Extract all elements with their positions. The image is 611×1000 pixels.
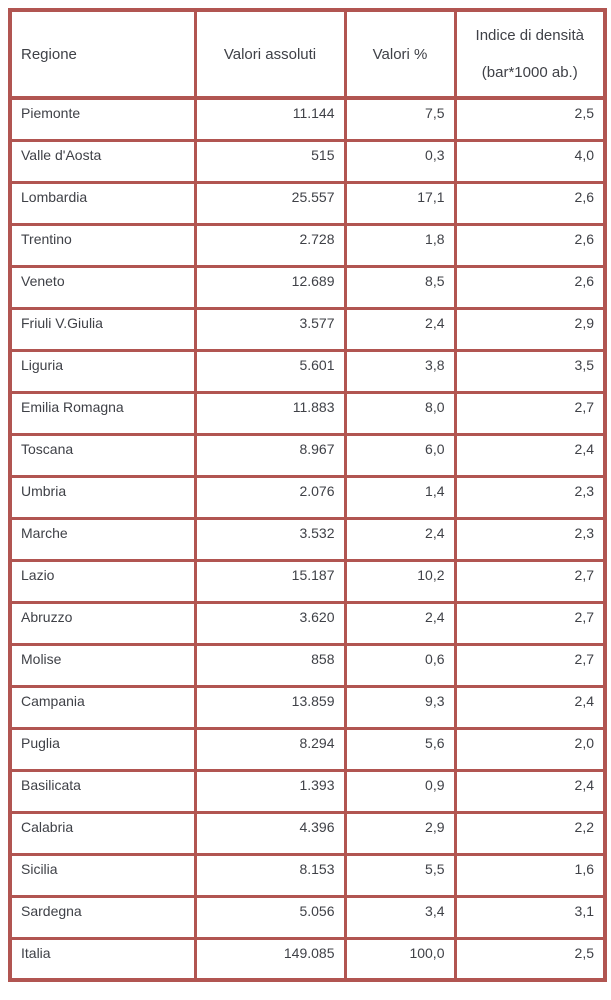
cell-regione: Friuli V.Giulia (10, 308, 195, 350)
cell-indice-densita: 2,7 (455, 560, 605, 602)
cell-regione: Umbria (10, 476, 195, 518)
table-row (10, 854, 605, 896)
cell-regione: Molise (10, 644, 195, 686)
table-row (10, 896, 605, 938)
cell-indice-densita: 4,0 (455, 140, 605, 182)
cell-valori-assoluti: 8.294 (195, 728, 345, 770)
cell-regione: Marche (10, 518, 195, 560)
cell-regione: Trentino (10, 224, 195, 266)
regions-bar-density-table (8, 8, 607, 982)
cell-valori-pct: 1,4 (345, 476, 455, 518)
cell-regione: Campania (10, 686, 195, 728)
cell-indice-densita: 3,5 (455, 350, 605, 392)
cell-indice-densita: 1,6 (455, 854, 605, 896)
cell-valori-assoluti: 5.056 (195, 896, 345, 938)
cell-valori-pct: 17,1 (345, 182, 455, 224)
cell-indice-densita: 2,4 (455, 770, 605, 812)
table-row (10, 392, 605, 434)
cell-valori-assoluti: 25.557 (195, 182, 345, 224)
cell-valori-assoluti: 12.689 (195, 266, 345, 308)
cell-regione: Lazio (10, 560, 195, 602)
cell-valori-pct: 9,3 (345, 686, 455, 728)
cell-valori-assoluti: 8.153 (195, 854, 345, 896)
cell-valori-pct: 0,9 (345, 770, 455, 812)
header-valori-pct: Valori % (345, 10, 455, 98)
cell-valori-pct: 3,4 (345, 896, 455, 938)
table-row (10, 518, 605, 560)
document-page (8, 8, 607, 982)
cell-regione: Lombardia (10, 182, 195, 224)
cell-indice-densita: 2,5 (455, 98, 605, 140)
table-row (10, 560, 605, 602)
cell-indice-densita: 2,0 (455, 728, 605, 770)
cell-valori-assoluti: 11.883 (195, 392, 345, 434)
cell-indice-densita: 2,6 (455, 266, 605, 308)
cell-valori-assoluti: 2.728 (195, 224, 345, 266)
table-row (10, 476, 605, 518)
cell-indice-densita: 2,3 (455, 476, 605, 518)
cell-regione: Toscana (10, 434, 195, 476)
cell-indice-densita: 2,4 (455, 434, 605, 476)
cell-regione: Abruzzo (10, 602, 195, 644)
table-row (10, 728, 605, 770)
cell-valori-pct: 0,6 (345, 644, 455, 686)
cell-regione: Sardegna (10, 896, 195, 938)
cell-valori-pct: 8,0 (345, 392, 455, 434)
table-body (10, 98, 605, 980)
header-indice-densita-line2: (bar*1000 ab.) (481, 64, 578, 81)
table-row (10, 812, 605, 854)
cell-valori-assoluti: 149.085 (195, 938, 345, 980)
cell-regione: Basilicata (10, 770, 195, 812)
cell-regione: Emilia Romagna (10, 392, 195, 434)
cell-indice-densita: 2,7 (455, 644, 605, 686)
table-header (10, 10, 605, 98)
cell-indice-densita: 2,7 (455, 602, 605, 644)
cell-regione: Valle d'Aosta (10, 140, 195, 182)
header-valori-assoluti: Valori assoluti (195, 10, 345, 98)
table-row (10, 98, 605, 140)
cell-valori-pct: 2,4 (345, 602, 455, 644)
table-row (10, 938, 605, 980)
cell-valori-pct: 5,6 (345, 728, 455, 770)
cell-regione: Veneto (10, 266, 195, 308)
cell-valori-pct: 10,2 (345, 560, 455, 602)
cell-valori-assoluti: 8.967 (195, 434, 345, 476)
table-row (10, 686, 605, 728)
cell-valori-assoluti: 5.601 (195, 350, 345, 392)
table-row (10, 308, 605, 350)
cell-valori-pct: 6,0 (345, 434, 455, 476)
table-row (10, 770, 605, 812)
cell-valori-assoluti: 3.532 (195, 518, 345, 560)
cell-indice-densita: 2,2 (455, 812, 605, 854)
table-row (10, 182, 605, 224)
table-row (10, 266, 605, 308)
table-row (10, 434, 605, 476)
cell-valori-pct: 3,8 (345, 350, 455, 392)
cell-valori-assoluti: 3.620 (195, 602, 345, 644)
table-row (10, 140, 605, 182)
cell-valori-pct: 1,8 (345, 224, 455, 266)
cell-indice-densita: 2,3 (455, 518, 605, 560)
cell-valori-assoluti: 515 (195, 140, 345, 182)
cell-valori-pct: 8,5 (345, 266, 455, 308)
cell-indice-densita: 2,6 (455, 224, 605, 266)
header-row (10, 10, 605, 98)
header-indice-densita-line1: Indice di densità (475, 27, 584, 44)
header-indice-densita (455, 10, 605, 98)
header-regione: Regione (10, 10, 195, 98)
cell-valori-assoluti: 3.577 (195, 308, 345, 350)
cell-regione: Sicilia (10, 854, 195, 896)
table-row (10, 224, 605, 266)
cell-regione: Italia (10, 938, 195, 980)
cell-valori-assoluti: 1.393 (195, 770, 345, 812)
cell-valori-assoluti: 15.187 (195, 560, 345, 602)
table-row (10, 644, 605, 686)
cell-indice-densita: 3,1 (455, 896, 605, 938)
cell-valori-assoluti: 858 (195, 644, 345, 686)
cell-indice-densita: 2,9 (455, 308, 605, 350)
cell-valori-pct: 100,0 (345, 938, 455, 980)
cell-indice-densita: 2,4 (455, 686, 605, 728)
cell-regione: Calabria (10, 812, 195, 854)
cell-valori-pct: 0,3 (345, 140, 455, 182)
cell-indice-densita: 2,6 (455, 182, 605, 224)
cell-regione: Puglia (10, 728, 195, 770)
cell-valori-pct: 2,4 (345, 518, 455, 560)
cell-indice-densita: 2,5 (455, 938, 605, 980)
cell-valori-pct: 5,5 (345, 854, 455, 896)
cell-indice-densita: 2,7 (455, 392, 605, 434)
cell-regione: Liguria (10, 350, 195, 392)
cell-valori-pct: 2,9 (345, 812, 455, 854)
cell-regione: Piemonte (10, 98, 195, 140)
cell-valori-assoluti: 11.144 (195, 98, 345, 140)
cell-valori-pct: 2,4 (345, 308, 455, 350)
table-row (10, 602, 605, 644)
cell-valori-assoluti: 4.396 (195, 812, 345, 854)
cell-valori-pct: 7,5 (345, 98, 455, 140)
table-row (10, 350, 605, 392)
cell-valori-assoluti: 2.076 (195, 476, 345, 518)
cell-valori-assoluti: 13.859 (195, 686, 345, 728)
